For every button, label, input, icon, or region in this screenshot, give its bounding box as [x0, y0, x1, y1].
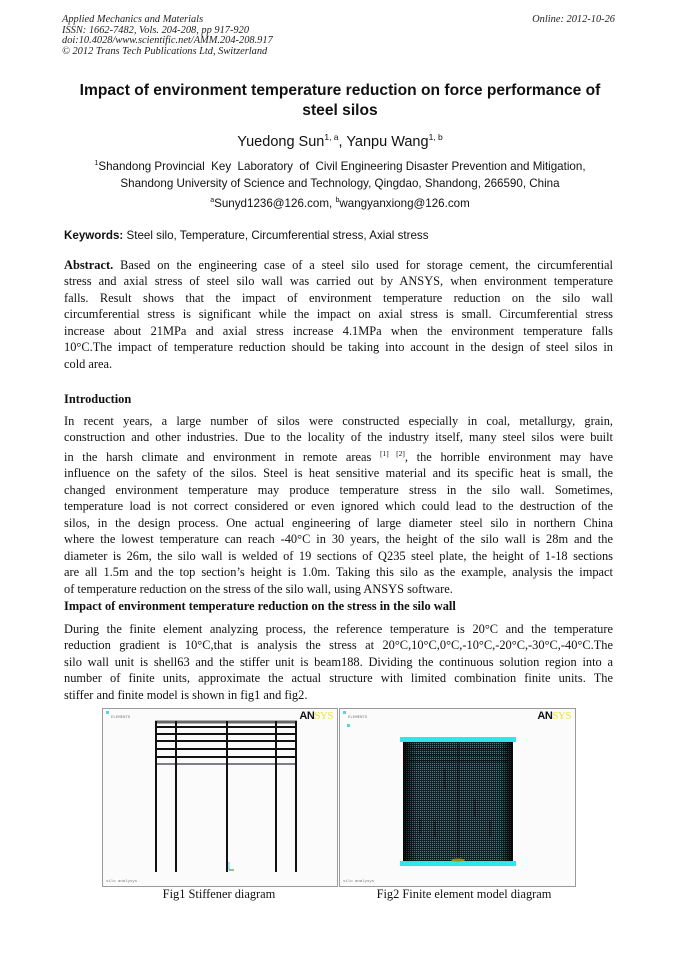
abstract-line: falls. Result shows that the impact of environment temperature reduction on the silo wall: [64, 290, 613, 305]
citation[interactable]: [1] [2]: [379, 448, 405, 458]
author-name: Yanpu Wang: [346, 134, 429, 150]
keywords: [64, 229, 429, 242]
section-line: silo wall unit is shell63 and the stiffer unit is beam188. Dividing the continuous solution region into a: [64, 654, 613, 669]
title-line-2: steel silos: [302, 102, 378, 119]
abstract: [64, 257, 613, 372]
abstract-line: 10°C.The impact of temperature reduction should be taking into account in the design of steel silos in: [64, 340, 613, 355]
footer-label: silo analysys: [106, 880, 138, 884]
author-sup: 1, b: [428, 132, 443, 142]
affiliation-sup: 1: [94, 160, 99, 167]
intro-line: In recent years, a large number of silos were constructed especially in coal, metallurgy, grain,: [64, 414, 613, 428]
section-line: reduction gradient is 10°C,that is analysis the stress at 20°C,10°C,0°C,-10°C,-20°C,-30°C,-40°C.The: [64, 638, 613, 653]
introduction-body: [64, 413, 613, 597]
author-sup: 1, a: [324, 132, 339, 142]
figure-caption: Fig2 Finite element model diagram: [376, 887, 552, 901]
email-sup: a: [210, 197, 215, 204]
email-link[interactable]: wangyanxiong@126.com: [339, 197, 470, 210]
email-sup: b: [335, 197, 340, 204]
intro-line: diameter is 26m, the silo wall is welded of 19 sections of Q235 steel plate, the height of 1-18 sections: [64, 548, 613, 563]
title-line-1: Impact of environment temperature reduction on force performance of: [79, 82, 601, 99]
abstract-line: increase about 21MPa and axial stress increase 4.1MPa when the environment temperature falls: [64, 323, 613, 338]
intro-line: where the lowest temperature can reach -40°C in 30 years, the height of the silo wall is 28m and the: [64, 532, 613, 547]
plot-label: ELEMENTS: [348, 716, 368, 720]
axis-triad-icon: [451, 859, 465, 862]
intro-line-tail: , the horrible environment may have: [404, 449, 614, 464]
intro-line-text: in the harsh climate and environment in remote areas: [64, 449, 372, 464]
plot-label: ELEMENTS: [111, 716, 131, 720]
abstract-line: stress and axial stress of steel silo wall was carried out by ANSYS, when environment temperature: [64, 274, 613, 289]
paper-title: [40, 81, 640, 121]
copyright-line: © 2012 Trans Tech Publications Ltd, Switzerland: [62, 45, 268, 57]
authors: Yuedong Sun$^{1, a}$, Yanpu Wang$^{1, b}$: [237, 132, 443, 150]
figure-caption: Fig1 Stiffener diagram: [162, 887, 276, 901]
abstract-label: Abstract.: [64, 258, 114, 272]
intro-line: [64, 446, 613, 465]
intro-line: temperature load is not correct considered or even ignored which could lead to the destruction of the: [64, 499, 613, 514]
affiliation: [40, 155, 640, 192]
intro-line: of temperature reduction on the stress of the silo wall, using ANSYS software.: [64, 581, 453, 596]
emails: $^a$Sunyd1236@126.com, $^b$wangyanxiong@126.com: [210, 197, 470, 210]
logo-an: AN: [537, 710, 553, 722]
introduction-heading: Introduction: [64, 392, 132, 406]
intro-line: silos, in the design process. One actual engineering of large diameter steel silo in northern China: [64, 515, 613, 530]
section-body: [64, 621, 613, 703]
affiliation-line-2: Shandong University of Science and Technology, Qingdao, Shandong, 266590, China: [120, 177, 560, 190]
keywords-text: Steel silo, Temperature, Circumferential stress, Axial stress: [126, 229, 429, 242]
figure-stiffener-diagram: [102, 708, 338, 887]
stiffener-frame-drawing: [103, 709, 337, 886]
intro-line: influence on the safety of the silos. Steel is heat sensitive material and its specific heat is small, the: [64, 466, 613, 481]
logo-sys: SYS: [552, 710, 571, 722]
abstract-line: cold area.: [64, 356, 113, 371]
abstract-line: circumferential stress is significant while the impact on axial stress is small. Circumferential stress: [64, 307, 613, 322]
intro-line: are all 1.5m and the top section’s height is 1.0m. Taking this silo as the example, analysis the impact: [64, 565, 613, 580]
logo-sys: SYS: [314, 710, 333, 722]
affiliation-line-1: Shandong Provincial Key Laboratory of Civil Engineering Disaster Prevention and Mitigation,: [98, 160, 586, 173]
author-name: Yuedong Sun: [237, 134, 325, 150]
keywords-label: Keywords:: [64, 229, 124, 242]
email-link[interactable]: Sunyd1236@126.com: [214, 197, 330, 210]
footer-label: silo analysys: [343, 880, 375, 884]
figure-finite-element-model: [339, 708, 576, 887]
axis-triad-icon: [229, 862, 234, 870]
online-date: Online: 2012-10-26: [532, 14, 615, 25]
section-heading: Impact of environment temperature reduction on the stress in the silo wall: [64, 599, 456, 613]
intro-line: changed environment temperature may produce temperature stress in the silo wall. Sometimes,: [64, 482, 613, 497]
intro-line: construction and other industries. Due to the locality of the industry itself, many steel silos were built: [64, 430, 613, 445]
journal-header: [62, 15, 273, 57]
logo-an: AN: [299, 710, 315, 722]
issn-line: ISSN: 1662-7482, Vols. 204-208, pp 917-920: [62, 24, 250, 36]
doi-line: doi:10.4028/www.scientific.net/AMM.204-208.917: [62, 35, 273, 47]
section-line: number of finite units, approximate the actual structure with limited combination finite units. The: [64, 671, 613, 686]
abstract-line: Based on the engineering case of a steel silo used for storage cement, the circumferential: [113, 258, 613, 272]
section-line: stiffer and finite model is shown in fig1 and fig2.: [64, 687, 308, 702]
section-line: During the finite element analyzing process, the reference temperature is 20°C and the temperature: [64, 622, 613, 636]
journal-name: Applied Mechanics and Materials: [62, 14, 204, 25]
finite-element-mesh-drawing: [340, 709, 575, 886]
